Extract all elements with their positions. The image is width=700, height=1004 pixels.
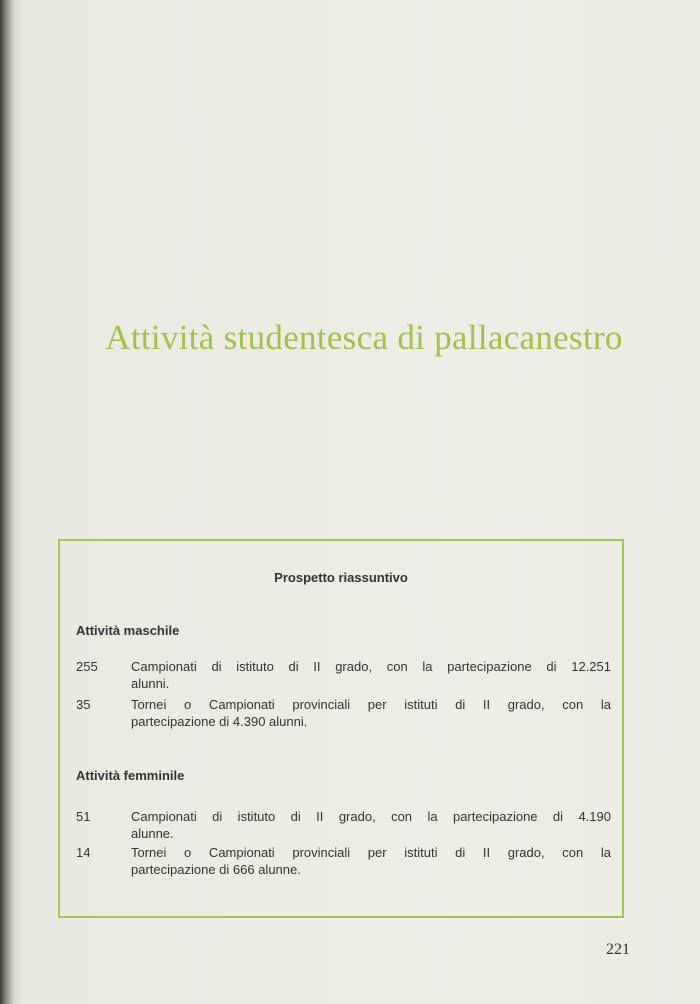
entry-text-line-1: Tornei o Campionati provinciali per istituti di II grado, con la [131,845,611,860]
entry-count: 51 [76,809,91,824]
page-title: Attività studentesca di pallacanestro [105,318,623,357]
entry-count: 255 [76,659,98,674]
male-section-heading: Attività maschile [76,623,180,638]
entry-text-line-2: alunne. [131,826,174,841]
entry-count: 35 [76,697,91,712]
entry-text-line-1: Tornei o Campionati provinciali per istituti di II grado, con la [131,697,611,712]
entry-text-line-1: Campionati di istituto di II grado, con la partecipazione di 4.190 [131,809,611,824]
page-number: 221 [606,941,630,958]
entry-text-line-2: partecipazione di 666 alunne. [131,862,301,877]
entry-text [131,658,611,692]
entry-text [131,808,611,842]
female-section-heading: Attività femminile [76,768,185,783]
entry-text-line-2: alunni. [131,676,170,691]
entry-text [131,844,611,878]
entry-text [131,696,611,730]
entry-text-line-1: Campionati di istituto di II grado, con la partecipazione di 12.251 [131,659,611,674]
summary-box [58,539,624,918]
entry-text-line-2: partecipazione di 4.390 alunni. [131,714,308,729]
summary-title: Prospetto riassuntivo [274,570,408,585]
entry-count: 14 [76,845,91,860]
